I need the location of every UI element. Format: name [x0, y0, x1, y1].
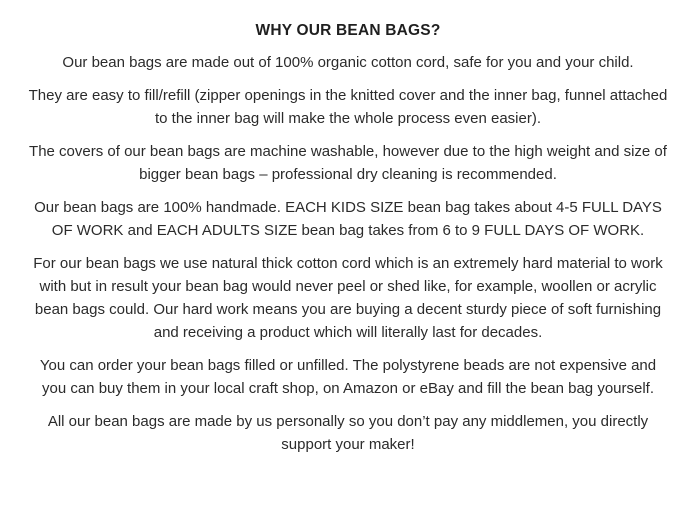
paragraph-fill-refill: They are easy to fill/refill (zipper openings in the knitted cover and the inner bag, funnel attached to the inner bag will make the whole process even easier). — [28, 87, 668, 127]
page-title: WHY OUR BEAN BAGS? — [255, 22, 441, 39]
paragraph-machine-washable: The covers of our bean bags are machine washable, however due to the high weight and size of bigger bean bags – professional dry cleaning is recommended. — [29, 143, 667, 183]
paragraph-filled-unfilled: You can order your bean bags filled or unfilled. The polystyrene beads are not expensive and you can buy them in your local craft shop, on Amazon or eBay and fill the bean bag yourself. — [39, 357, 657, 397]
paragraph-handmade: Our bean bags are 100% handmade. EACH KIDS SIZE bean bag takes about 4-5 FULL DAYS OF WORK and EACH ADULTS SIZE bean bag takes from 6 to 9 FULL DAYS OF WORK. — [34, 199, 662, 239]
paragraph-no-middlemen: All our bean bags are made by us personally so you don’t pay any middlemen, you directly support your maker! — [47, 413, 649, 453]
paragraph-cotton-cord-quality: For our bean bags we use natural thick cotton cord which is an extremely hard material to work with but in result your bean bag would never peel or shed like, for example, woollen or acrylic bean bags could. Our hard work means you are buying a decent sturdy piece of soft furnishing and receiving a product which will literally last for decades. — [33, 255, 663, 341]
paragraph-organic-cotton: Our bean bags are made out of 100% organic cotton cord, safe for you and your child. — [62, 54, 634, 71]
